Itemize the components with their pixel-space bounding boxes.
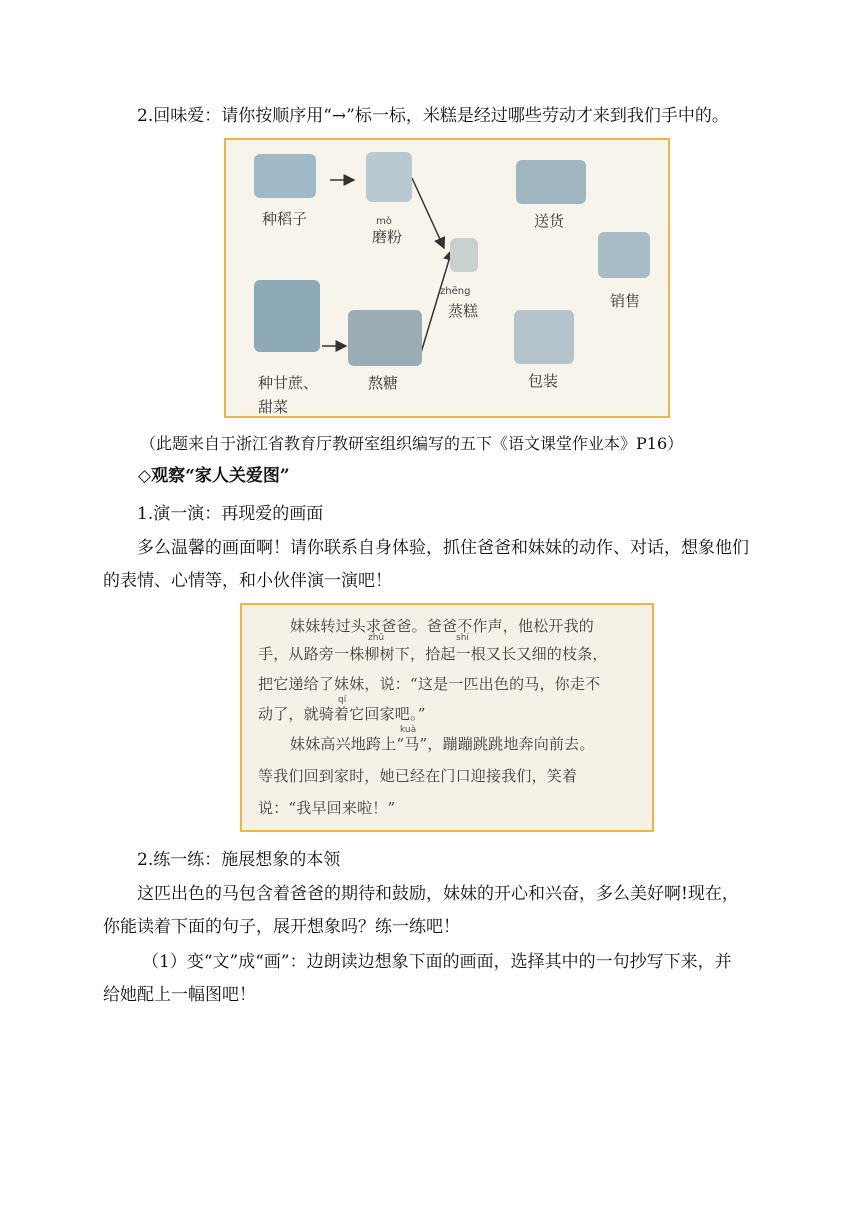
- label-plant-cane-line1: 种甘蔗、: [258, 374, 319, 392]
- label-sell: 销售: [610, 292, 641, 310]
- rice-planting-picture: [254, 154, 316, 198]
- excerpt-line-2: 手，从路旁一株柳树下，拾起一根又长又细的枝条，: [258, 645, 608, 663]
- milling-picture: [366, 152, 412, 202]
- label-plant-cane-line2: 甜菜: [258, 398, 289, 416]
- label-boil-sugar: 熬糖: [368, 374, 399, 392]
- excerpt-line-7: 说：“我早回来啦！”: [258, 799, 396, 817]
- label-package: 包装: [528, 372, 559, 390]
- excerpt-line-4: 动了，就骑着它回家吧。”: [258, 705, 426, 723]
- excerpt-line-5: 妹妹高兴地跨上“马”，蹦蹦跳跳地奔向前去。: [290, 735, 595, 753]
- label-plant-rice: 种稻子: [262, 210, 308, 228]
- boiling-sugar-picture: [348, 310, 422, 366]
- excerpt-line-6: 等我们回到家时，她已经在门口迎接我们，笑着: [258, 767, 578, 785]
- pinyin-zhu: zhū: [368, 633, 385, 643]
- excerpt-line-3: 把它递给了妹妹，说：“这是一匹出色的马，你走不: [258, 675, 601, 693]
- rice-cake-process-figure: [224, 138, 670, 418]
- subsection-2-heading: 2.练一练：施展想象的本领: [137, 850, 341, 870]
- subsection-1-heading: 1.演一演：再现爱的画面: [137, 504, 324, 524]
- source-note: （此题来自于浙江省教育厅教研室组织编写的五下《语文课堂作业本》P16）: [140, 434, 684, 453]
- label-mill: 磨粉: [372, 228, 403, 246]
- label-steam: 蒸糕: [448, 302, 479, 320]
- shop-picture: [598, 232, 650, 278]
- steamed-cake-picture: [450, 238, 478, 272]
- subsection-1-paragraph-line2: 的表情、心情等，和小伙伴演一演吧！: [103, 571, 392, 591]
- subsection-2-paragraph-line1: 这匹出色的马包含着爸爸的期待和鼓励，妹妹的开心和兴奋，多么美好啊!现在，: [137, 884, 739, 904]
- pinyin-kua: kuà: [400, 725, 417, 735]
- section-title: ◇观察“家人关爱图”: [138, 466, 290, 486]
- pinyin-qi: qí: [338, 695, 347, 705]
- subsection-1-paragraph-line1: 多么温馨的画面啊！请你联系自身体验，抓住爸爸和妹妹的动作、对话，想象他们: [137, 538, 749, 558]
- subsection-2-item1-line1: （1）变“文”成“画”：边朗读边想象下面的画面，选择其中的一句抄写下来，并: [142, 952, 732, 972]
- pinyin-mo: mò: [376, 216, 392, 227]
- delivery-truck-picture: [516, 160, 586, 204]
- subsection-2-paragraph-line2: 你能读着下面的句子，展开想象吗？练一练吧！: [103, 917, 460, 937]
- pinyin-zheng: zhēng: [440, 286, 471, 297]
- textbook-excerpt-figure: [240, 603, 654, 832]
- question-2: 2.回味爱：请你按顺序用“→”标一标，米糕是经过哪些劳动才来到我们手中的。: [137, 106, 729, 126]
- pinyin-shi: shí: [456, 633, 469, 643]
- subsection-2-item1-line2: 给她配上一幅图吧！: [103, 985, 256, 1005]
- sugarcane-picture: [254, 280, 320, 352]
- packaging-picture: [514, 310, 574, 364]
- label-deliver: 送货: [534, 212, 565, 230]
- excerpt-line-1: 妹妹转过头求爸爸。爸爸不作声，他松开我的: [290, 617, 595, 635]
